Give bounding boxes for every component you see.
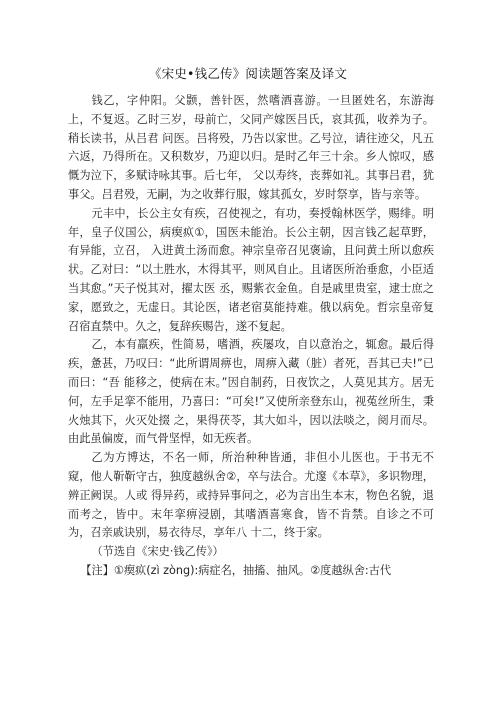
source-line: （节选自《宋史·钱乙传》） bbox=[91, 545, 224, 559]
annotation-note: 【注】①瘈疭(zì zòng):病症名，抽搐、抽风。②度越纵舍:古代 bbox=[80, 563, 392, 577]
paragraph-4: 乙为方博达，不名一师，所治种种皆通，非但小儿医也。于书无不窥，他人靳靳守古，独度越纵舍②，卒与法合。尤邃《本草》，多识物理，辨正阙误。人或 得异药，或持异事问之，必为言出生本末，物色名貌，退而考之，皆中。末年挛痹浸剧，其嗜酒喜寒食，皆不肯禁。自诊之不可为，召亲戚诀别，易衣待尽，享年八 十二，终于家。 bbox=[68, 451, 434, 540]
paragraph-3: 乙，本有羸疾，性简易，嗜酒，疾屡攻，自以意治之，辄愈。最后得疾，惫甚，乃叹曰：“此所谓周痹也，周痹入藏（脏）者死，吾其已夫!”已而曰：“吾 能移之，使病在末。”因自制药，日夜饮之，人莫见其方。居无何，左手足挛不能用，乃喜曰：“可矣!”又使所亲登东山，视菟丝所生，秉火烛其下，火灭处掇 之，果得茯苓，其大如斗，因以法啖之，阅月而尽。由此虽偏废，而气骨坚悍，如无疾者。 bbox=[68, 338, 434, 446]
article-body bbox=[68, 92, 434, 581]
paragraph-2: 元丰中，长公主女有疾，召使视之，有功，奏授翰林医学，赐绯。明年，皇子仪国公，病瘈疭①，国医未能治。长公主朝，因言钱乙起草野，有异能，立召， 入进黄土汤而愈。神宗皇帝召见褒谕，且问黄土所以愈疾状。乙对曰：“以土胜水，木得其平，则风自止。且诸医所治垂愈，小臣适当其愈。”天子悦其对，擢太医 丞，赐紫衣金鱼。自是戚里贵室，逮士庶之家，愿致之，无虚日。其论医，诸老宿莫能持难。俄以病免。哲宗皇帝复召宿直禁中。久之，复辞疾赐告，遂不复起。 bbox=[68, 206, 434, 333]
paragraph-1: 钱乙，字仲阳。父颢，善针医，然嗜酒喜游。一旦匿姓名，东游海上，不复返。乙时三岁，母前亡，父同产嫁医吕氏，哀其孤，收养为子。稍长读书，从吕君 问医。吕将殁，乃告以家世。乙号泣，请往迹父，凡五六返，乃得所在。又积数岁，乃迎以归。是时乙年三十余。乡人惊叹，感慨为泣下，多赋诗咏其事。后七年， 父以寿终，丧葬如礼。其事吕君，犹事父。吕君殁，无嗣，为之收葬行服，嫁其孤女，岁时祭享，皆与亲等。 bbox=[68, 94, 434, 201]
page-title: 《宋史•钱乙传》阅读题答案及译文 bbox=[148, 66, 348, 81]
